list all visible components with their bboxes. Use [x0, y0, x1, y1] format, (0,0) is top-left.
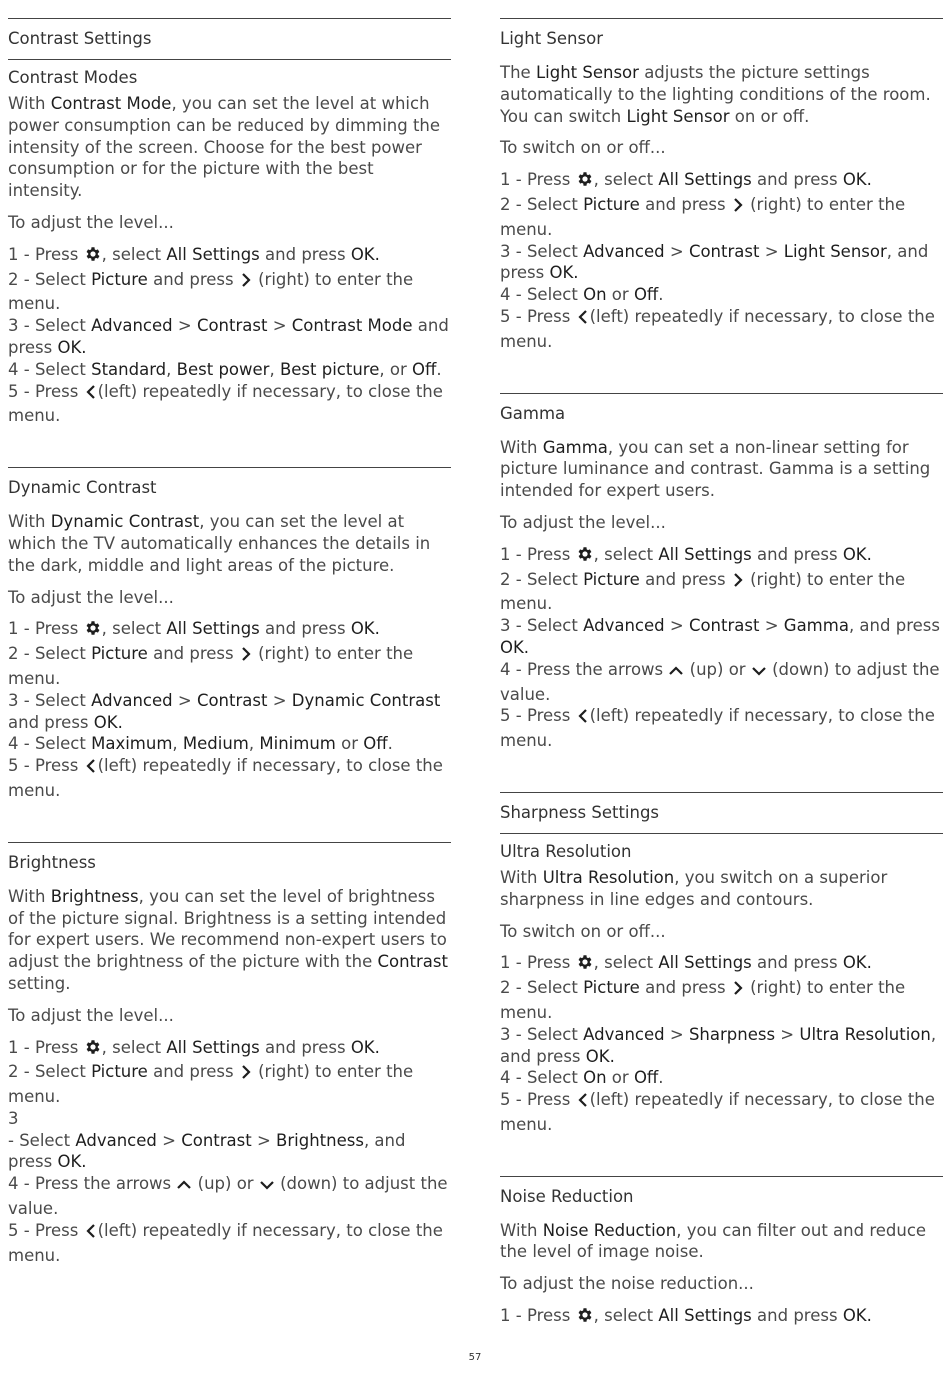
step-text: , and press — [500, 1024, 937, 1066]
step-text: 5 - Press — [500, 706, 571, 726]
key-term: Contrast — [196, 316, 268, 336]
key-term: Picture — [91, 1062, 148, 1082]
step-text: 4 - Press the arrows — [500, 659, 664, 679]
brightness-section — [8, 842, 451, 1267]
key-term: On — [583, 285, 607, 305]
step-list — [500, 169, 943, 352]
step-text: (left) repeatedly if necessary, to close the menu. — [500, 306, 935, 351]
gear-icon — [84, 245, 102, 269]
paragraph-text: , you can filter out and reduce the level of image noise. — [500, 1220, 927, 1262]
step-text: , — [248, 734, 255, 754]
paragraph-text: , you can set the level of brightness of the picture signal. Brightness is a setting intended for expert users. We recommend non-expert users to adjust the brightness of the picture with the — [8, 886, 447, 972]
step-text: (left) repeatedly if necessary, to close the menu. — [500, 706, 935, 751]
step-text: and press — [757, 170, 838, 190]
step-4 — [8, 359, 451, 381]
paragraph-text: adjusts the picture settings automatically to the lighting conditions of the room. You can switch — [500, 63, 931, 126]
step-5 — [8, 381, 451, 428]
step-text: (down) to adjust the value. — [8, 1174, 448, 1219]
chevron-right-icon — [731, 980, 745, 1002]
key-term: OK. — [842, 953, 872, 973]
step-text: and press — [265, 619, 346, 639]
step-text: and press — [757, 544, 838, 564]
intro-paragraph — [500, 437, 943, 502]
chevron-left-icon — [576, 1092, 590, 1114]
key-term: OK. — [350, 1037, 380, 1057]
step-text: , select — [101, 1037, 162, 1057]
step-text: 2 - Select — [500, 978, 578, 998]
step-text: 1 - Press — [8, 244, 79, 264]
chevron-left-icon — [576, 309, 590, 331]
step-text: 5 - Press — [500, 306, 571, 326]
step-text: 2 - Select — [500, 569, 578, 589]
step-text: 3 - Select — [500, 241, 578, 261]
step-text: , select — [593, 170, 654, 190]
step-text: (down) to adjust the value. — [500, 659, 940, 704]
key-term: Off — [633, 285, 659, 305]
key-term: Off — [412, 359, 437, 379]
step-3-number: 3 — [8, 1108, 19, 1128]
step-text: and press — [8, 712, 89, 732]
chevron-right-icon — [239, 1064, 253, 1086]
step-text: 2 - Select — [8, 269, 86, 289]
paragraph-text: , you can set the level at which the TV automatically enhances the details in the dark, middle and light areas of the picture. — [8, 512, 431, 575]
section-title: Contrast Settings — [8, 29, 152, 48]
paragraph-text: With — [500, 437, 538, 457]
step-text: , or — [379, 359, 407, 379]
step-text: > — [177, 316, 192, 336]
key-term: Contrast — [688, 616, 760, 636]
step-list — [8, 618, 451, 801]
step-1 — [500, 1305, 943, 1330]
paragraph-text: With — [500, 867, 538, 887]
section-title: Brightness — [8, 852, 96, 872]
step-text: - Select — [8, 1130, 71, 1150]
step-4 — [500, 659, 943, 706]
step-2 — [500, 569, 943, 616]
step-list — [500, 952, 943, 1135]
step-text: > — [669, 241, 684, 261]
lead-text: To adjust the noise reduction... — [500, 1274, 754, 1294]
lead-text: To adjust the level... — [500, 512, 666, 532]
key-term: Sharpness — [688, 1024, 776, 1044]
chevron-down-icon — [751, 662, 767, 684]
step-1 — [8, 244, 451, 269]
intro-paragraph — [500, 62, 943, 127]
key-term: OK. — [350, 244, 380, 264]
section-title: Sharpness Settings — [500, 802, 660, 822]
step-text: , and press — [8, 1130, 406, 1172]
chevron-left-icon — [84, 384, 98, 406]
step-text: and press — [757, 1306, 838, 1326]
step-text: 1 - Press — [500, 544, 571, 564]
key-term: On — [583, 1068, 607, 1088]
paragraph-text: , you can set the level at which power consumption can be reduced by dimming the intensity of the screen. Choose for the best power consumption or for the picture with the best intensity. — [8, 94, 441, 201]
paragraph-text: , you can set a non-linear setting for picture luminance and contrast. Gamma is a setting intended for expert users. — [500, 437, 931, 501]
step-text: 2 - Select — [8, 644, 86, 664]
step-text: and press — [153, 1062, 234, 1082]
step-text: > — [177, 690, 192, 710]
key-term: Medium — [182, 734, 249, 754]
key-term: Ultra Resolution — [542, 867, 675, 887]
gear-icon — [576, 170, 594, 194]
key-term: Picture — [583, 569, 640, 589]
gear-icon — [84, 619, 102, 643]
key-term: Picture — [91, 269, 148, 289]
step-2 — [8, 269, 451, 316]
step-text: 2 - Select — [8, 1062, 86, 1082]
key-term: Advanced — [583, 241, 665, 261]
step-text: > — [669, 616, 684, 636]
key-term: OK. — [350, 619, 380, 639]
key-term: All Settings — [166, 619, 260, 639]
key-term: Contrast — [688, 241, 760, 261]
step-text: 1 - Press — [500, 170, 571, 190]
chevron-down-icon — [259, 1176, 275, 1198]
key-term: Picture — [583, 194, 640, 214]
step-text: (right) to enter the menu. — [500, 194, 906, 239]
step-text: > — [764, 616, 779, 636]
key-term: Off — [633, 1068, 659, 1088]
step-2 — [8, 1061, 451, 1108]
key-term: Standard — [91, 359, 167, 379]
step-text: 4 - Select — [500, 1068, 578, 1088]
key-term: Advanced — [583, 616, 665, 636]
paragraph-text: With — [500, 1220, 538, 1240]
subsection-title: Ultra Resolution — [500, 841, 632, 861]
key-term: Best power — [176, 359, 270, 379]
step-text: 5 - Press — [500, 1090, 571, 1110]
step-2 — [500, 977, 943, 1024]
step-text: 4 - Press the arrows — [8, 1174, 172, 1194]
step-text: (up) or — [197, 1174, 254, 1194]
key-term: OK. — [842, 544, 872, 564]
step-text: 5 - Press — [8, 1220, 79, 1240]
intro-paragraph — [8, 93, 451, 202]
step-text: and press — [153, 644, 234, 664]
step-text: or — [341, 734, 358, 754]
intro-paragraph — [8, 511, 451, 576]
key-term: OK. — [842, 1306, 872, 1326]
step-text: , — [166, 359, 172, 379]
key-term: Advanced — [91, 316, 173, 336]
step-1 — [500, 952, 943, 977]
step-text: > — [272, 690, 287, 710]
key-term: Dynamic Contrast — [291, 690, 441, 710]
section-title: Gamma — [500, 403, 566, 423]
section-title: Light Sensor — [500, 29, 603, 48]
intro-paragraph — [8, 886, 451, 995]
step-text: (left) repeatedly if necessary, to close the menu. — [8, 381, 443, 426]
key-term: All Settings — [658, 953, 752, 973]
key-term: Advanced — [583, 1024, 665, 1044]
step-3 — [8, 690, 451, 734]
step-text: , select — [101, 244, 162, 264]
light-sensor-section — [500, 18, 943, 353]
step-text: (left) repeatedly if necessary, to close the menu. — [500, 1090, 935, 1134]
key-term: Picture — [583, 978, 640, 998]
page-number: 57 — [468, 1352, 482, 1363]
step-text: and press — [265, 244, 346, 264]
key-term: Noise Reduction — [542, 1220, 677, 1240]
gear-icon — [576, 545, 594, 569]
step-text: > — [669, 1024, 684, 1044]
step-text: (right) to enter the menu. — [500, 978, 906, 1022]
step-text: . — [658, 1068, 664, 1088]
section-title: Noise Reduction — [500, 1186, 634, 1206]
key-term: Gamma — [542, 437, 608, 457]
key-term: OK. — [57, 1152, 87, 1172]
key-term: Picture — [91, 644, 148, 664]
step-text: and press — [645, 194, 726, 214]
step-list — [500, 1305, 943, 1330]
key-term: Light Sensor — [535, 63, 639, 82]
key-term: OK. — [93, 712, 123, 732]
key-term: Brightness — [50, 886, 139, 906]
step-text: 5 - Press — [8, 756, 79, 776]
key-term: Advanced — [91, 690, 173, 710]
key-term: Advanced — [75, 1130, 157, 1150]
step-5 — [8, 1220, 451, 1267]
intro-paragraph — [500, 1220, 943, 1264]
step-text: . — [387, 734, 393, 754]
chevron-up-icon — [668, 662, 684, 684]
key-term: OK. — [500, 637, 530, 657]
key-term: Ultra Resolution — [799, 1024, 931, 1044]
lead-text: To switch on or off... — [500, 921, 666, 941]
key-term: All Settings — [658, 544, 752, 564]
lead-text: To switch on or off... — [500, 138, 666, 158]
step-text: 4 - Select — [500, 285, 578, 305]
step-list — [8, 1037, 451, 1267]
noise-reduction-section — [500, 1176, 943, 1330]
step-list — [8, 244, 451, 427]
key-term: Maximum — [91, 734, 173, 754]
step-text: and press — [645, 569, 726, 589]
key-term: All Settings — [658, 1306, 752, 1326]
step-text: 3 - Select — [500, 1024, 578, 1044]
step-1 — [500, 544, 943, 569]
step-text: 3 - Select — [500, 616, 578, 636]
step-text: 4 - Select — [8, 734, 86, 754]
step-text: . — [436, 359, 442, 379]
key-term: Contrast — [377, 952, 448, 972]
step-text: , select — [101, 619, 162, 639]
step-text: (right) to enter the menu. — [8, 269, 414, 314]
step-text: 1 - Press — [8, 619, 79, 639]
step-4 — [8, 1173, 451, 1220]
gear-icon — [576, 1306, 594, 1330]
key-term: OK. — [585, 1046, 615, 1066]
step-text: 1 - Press — [8, 1037, 79, 1057]
step-text: and press — [645, 978, 726, 998]
key-term: Minimum — [259, 734, 336, 754]
chevron-left-icon — [84, 758, 98, 780]
step-5 — [500, 306, 943, 353]
step-text: (right) to enter the menu. — [500, 569, 906, 614]
key-term: All Settings — [658, 170, 752, 190]
step-text: , select — [593, 953, 654, 973]
paragraph-text: setting. — [8, 973, 71, 993]
step-3 — [500, 615, 943, 659]
step-5 — [500, 705, 943, 752]
step-text: , and press — [500, 241, 929, 283]
right-column — [500, 18, 943, 1330]
step-text: 1 - Press — [500, 1306, 571, 1326]
key-term: Contrast Mode — [50, 94, 172, 113]
key-term: Off — [363, 734, 388, 754]
step-5 — [500, 1089, 943, 1136]
step-text: > — [256, 1130, 271, 1150]
step-4 — [500, 284, 943, 306]
step-text: and press — [153, 269, 234, 289]
step-text: (up) or — [689, 659, 746, 679]
lead-text: To adjust the level... — [8, 587, 174, 607]
step-text: 1 - Press — [500, 953, 571, 973]
gear-icon — [84, 1038, 102, 1062]
key-term: Brightness — [276, 1130, 364, 1150]
step-text: , and press — [848, 616, 940, 636]
step-5 — [8, 755, 451, 802]
paragraph-text: With — [8, 94, 46, 113]
step-text: or — [611, 285, 629, 305]
chevron-right-icon — [731, 197, 745, 219]
step-text: > — [272, 316, 287, 336]
key-term: OK. — [549, 263, 579, 283]
step-text: , select — [593, 1306, 654, 1326]
step-3 — [8, 315, 451, 359]
step-1 — [8, 1037, 451, 1062]
step-text: . — [658, 285, 664, 305]
step-text: (left) repeatedly if necessary, to close the menu. — [8, 756, 443, 800]
step-text: 3 - Select — [8, 316, 86, 336]
chevron-left-icon — [84, 1223, 98, 1245]
step-text: and press — [265, 1037, 346, 1057]
step-text: 2 - Select — [500, 194, 578, 214]
key-term: Gamma — [783, 616, 849, 636]
step-text: and press — [8, 316, 449, 357]
subsection-title: Contrast Modes — [8, 68, 138, 87]
section-title: Dynamic Contrast — [8, 478, 157, 498]
step-4 — [500, 1067, 943, 1089]
paragraph-text: The — [500, 63, 531, 82]
key-term: Dynamic Contrast — [50, 512, 200, 532]
step-text: > — [764, 241, 779, 261]
step-text: > — [780, 1024, 795, 1044]
key-term: OK. — [57, 337, 87, 357]
step-text: 4 - Select — [8, 359, 86, 379]
chevron-up-icon — [176, 1176, 192, 1198]
chevron-right-icon — [239, 646, 253, 668]
step-2 — [8, 643, 451, 690]
step-text: , select — [593, 544, 654, 564]
step-text: , — [269, 359, 275, 379]
step-text: (left) repeatedly if necessary, to close the menu. — [8, 1220, 443, 1265]
chevron-left-icon — [576, 708, 590, 730]
step-3 — [8, 1130, 451, 1174]
key-term: Contrast — [181, 1130, 252, 1150]
paragraph-text: , you switch on a superior sharpness in line edges and contours. — [500, 867, 888, 909]
step-text: (right) to enter the menu. — [8, 1062, 414, 1107]
step-2 — [500, 194, 943, 241]
step-text: and press — [757, 953, 838, 973]
paragraph-text: With — [8, 886, 46, 906]
step-3 — [500, 241, 943, 285]
key-term: Contrast — [196, 690, 268, 710]
lead-text: To adjust the level... — [8, 1005, 174, 1025]
paragraph-text: With — [8, 512, 46, 532]
left-column — [8, 18, 451, 1266]
chevron-right-icon — [731, 572, 745, 594]
step-text: 5 - Press — [8, 381, 79, 401]
key-term: Light Sensor — [626, 106, 730, 126]
key-term: Best picture — [279, 359, 380, 379]
step-text: 3 - Select — [8, 690, 86, 710]
key-term: Light Sensor — [783, 241, 887, 261]
step-text: (right) to enter the menu. — [8, 644, 414, 688]
key-term: All Settings — [166, 244, 260, 264]
contrast-settings-section — [8, 18, 451, 427]
step-3 — [500, 1024, 943, 1068]
key-term: OK. — [842, 170, 872, 190]
key-term: All Settings — [166, 1037, 260, 1057]
step-4 — [8, 733, 451, 755]
gear-icon — [576, 953, 594, 977]
key-term: Contrast Mode — [291, 316, 413, 336]
gamma-section — [500, 393, 943, 752]
step-1 — [8, 618, 451, 643]
step-1 — [500, 169, 943, 194]
paragraph-text: on or off. — [734, 106, 810, 126]
sharpness-section — [500, 792, 943, 1136]
step-text: > — [162, 1130, 176, 1150]
dynamic-contrast-section — [8, 467, 451, 802]
intro-paragraph — [500, 867, 943, 911]
lead-text: To adjust the level... — [8, 212, 174, 232]
step-list — [500, 544, 943, 752]
step-text: , — [172, 734, 178, 754]
chevron-right-icon — [239, 272, 253, 294]
step-text: or — [611, 1068, 629, 1088]
